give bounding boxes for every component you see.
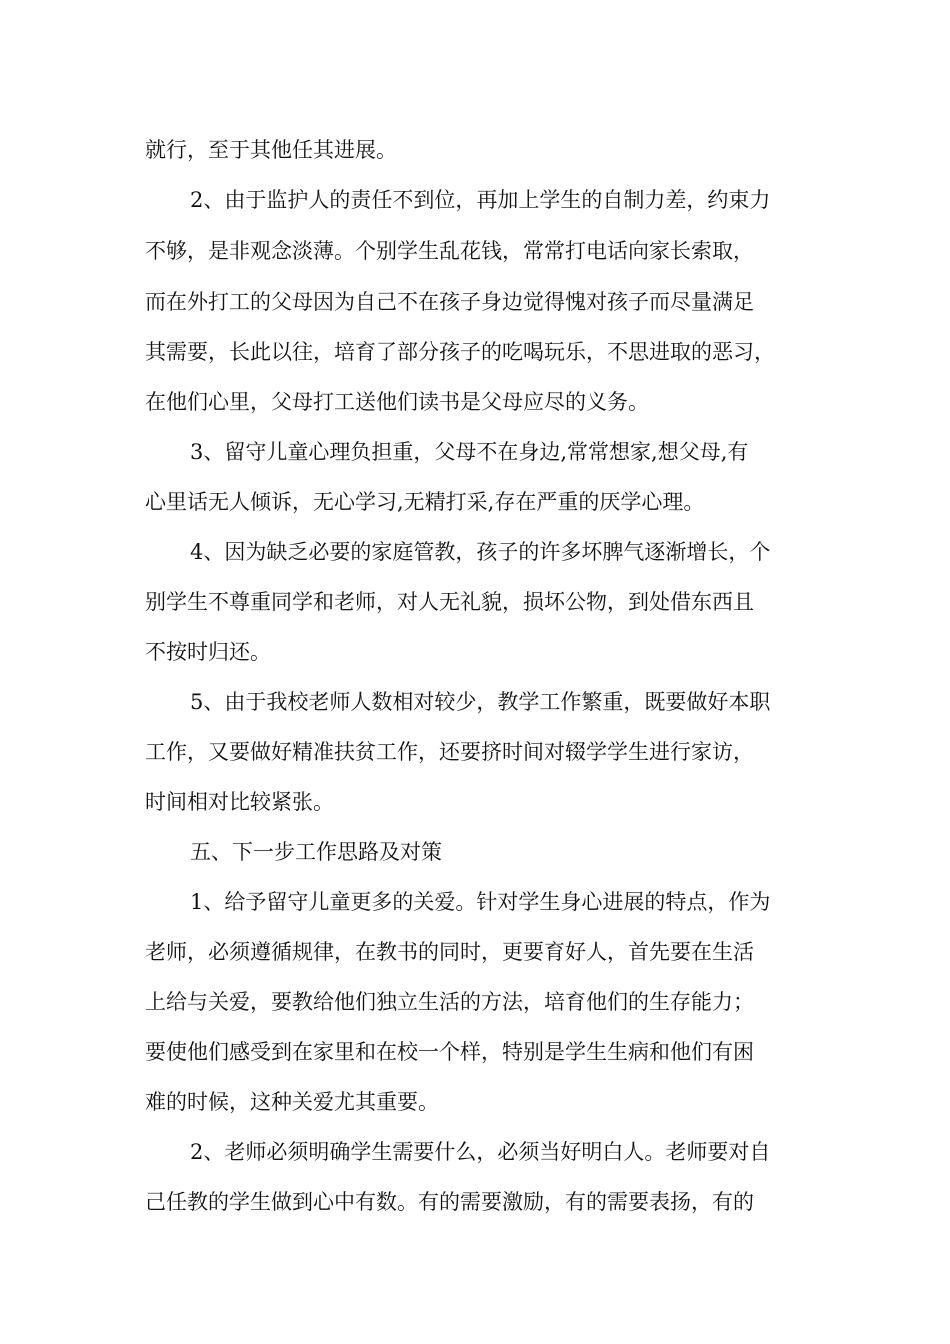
paragraph-2-start: 2、由于监护人的责任不到位，再加上学生的自制力差，约束力 [190,188,771,212]
text-line: 上给与关爱，要教给他们独立生活的方法，培育他们的生存能力； [145,990,754,1014]
text-line: 难的时候，这种关爱尤其重要。 [145,1090,439,1114]
text-line: 就行，至于其他任其进展。 [145,138,397,162]
section-heading: 五、下一步工作思路及对策 [190,840,442,864]
text-line: 时间相对比较紧张。 [145,790,334,814]
paragraph-7-start: 2、老师必须明确学生需要什么，必须当好明白人。老师要对自 [190,1140,771,1164]
paragraph-6-start: 1、给予留守儿童更多的关爱。针对学生身心进展的特点，作为 [190,890,771,914]
text-line: 在他们心里，父母打工送他们读书是父母应尽的义务。 [145,390,649,414]
text-line: 不够，是非观念淡薄。个别学生乱花钱，常常打电话向家长索取， [145,239,754,263]
text-line: 而在外打工的父母因为自己不在孩子身边觉得愧对孩子而尽量满足 [145,290,754,314]
text-line: 工作，又要做好精准扶贫工作，还要挤时间对辍学学生进行家访， [145,740,754,764]
text-line: 老师，必须遵循规律，在教书的同时，更要育好人，首先要在生活 [145,940,754,964]
paragraph-4-start: 4、因为缺乏必要的家庭管教，孩子的许多坏脾气逐渐增长，个 [190,540,771,564]
text-line: 别学生不尊重同学和老师，对人无礼貌，损坏公物，到处借东西且 [145,590,754,614]
text-line: 己任教的学生做到心中有数。有的需要激励，有的需要表扬，有的 [145,1190,754,1214]
text-line: 心里话无人倾诉，无心学习,无精打采,存在严重的厌学心理。 [145,490,705,514]
text-line: 要使他们感受到在家里和在校一个样，特别是学生生病和他们有困 [145,1040,754,1064]
paragraph-3-start: 3、留守儿童心理负担重，父母不在身边,常常想家,想父母,有 [190,440,749,464]
text-line: 不按时归还。 [145,640,271,664]
paragraph-5-start: 5、由于我校老师人数相对较少，教学工作繁重，既要做好本职 [190,690,771,714]
text-line: 其需要，长此以往，培育了部分孩子的吃喝玩乐，不思进取的恶习， [145,340,775,364]
